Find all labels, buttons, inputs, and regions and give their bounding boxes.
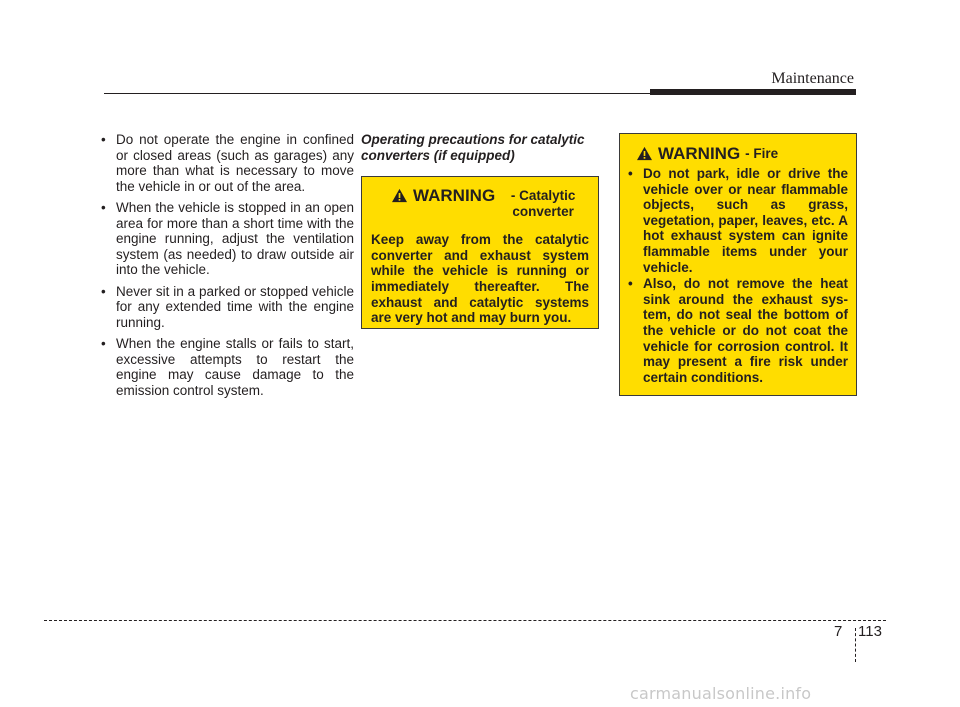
list-item-text: Do not operate the engine in confined or closed areas (such as garages) any more than what is necessary to move the vehicle in or out of the area. bbox=[116, 132, 354, 194]
warning-triangle-icon bbox=[636, 146, 653, 161]
bullet-glyph: • bbox=[101, 335, 106, 351]
warning-subtitle: - Catalytic converter bbox=[510, 188, 576, 219]
watermark: carmanualsonline.info bbox=[630, 684, 812, 703]
warning-box-fire bbox=[619, 133, 857, 396]
footer-divider bbox=[855, 628, 856, 662]
fire-warning-list bbox=[628, 166, 848, 385]
bullet-glyph: • bbox=[101, 283, 106, 299]
list-item bbox=[628, 166, 848, 275]
bullet-glyph: • bbox=[628, 166, 633, 181]
bullet-glyph: • bbox=[628, 276, 633, 292]
list-item-text: When the engine stalls or fails to start, excessive attempts to restart the engine may cause damage to the emission control system. bbox=[116, 335, 354, 398]
list-item bbox=[628, 276, 848, 385]
warning-header bbox=[628, 144, 848, 163]
section-title: Maintenance bbox=[771, 70, 854, 87]
warning-subtitle: - Fire bbox=[745, 146, 779, 161]
warning-label: WARNING bbox=[658, 144, 741, 163]
warning-text: Keep away from the catalytic converter and exhaust system while the vehicle is running or immediately thereafter. The exhaust and catalytic systems are very hot and may burn you. bbox=[371, 232, 589, 326]
catalytic-section-heading: Operating precautions for catalytic converters (if equipped) bbox=[361, 132, 585, 163]
list-item bbox=[99, 200, 354, 278]
header-rule bbox=[104, 93, 650, 94]
precautions-list bbox=[99, 132, 354, 404]
list-item-text: Also, do not remove the heat sink around the exhaust system, do not seal the bottom of the vehicle or do not coat the vehicle for corrosion control. It may present a fire risk under certain conditions. bbox=[643, 276, 848, 385]
bullet-glyph: • bbox=[101, 132, 106, 147]
bullet-glyph: • bbox=[101, 199, 106, 215]
header-rule-accent bbox=[650, 89, 856, 95]
list-item-text: When the vehicle is stopped in an open area for more than a short time with the engine running, adjust the ventilation system (as needed) to draw outside air into the vehicle. bbox=[116, 199, 354, 278]
warning-label: WARNING bbox=[413, 186, 496, 205]
list-item bbox=[99, 132, 354, 194]
chapter-number: 7 bbox=[834, 623, 843, 640]
warning-box-catalytic bbox=[361, 176, 599, 329]
list-item-text: Do not park, idle or drive the vehicle over or near flammable objects, such as grass, vegetation, paper, leaves, etc. A hot exhaust system can ignite flammable items under your vehicle. bbox=[643, 166, 848, 275]
warning-triangle-icon bbox=[391, 188, 408, 203]
page-number: 113 bbox=[858, 623, 882, 640]
list-item-text: Never sit in a parked or stopped vehicle for any extended time with the engine running. bbox=[116, 283, 354, 330]
footer-rule bbox=[44, 620, 886, 621]
warning-header bbox=[371, 186, 589, 219]
list-item bbox=[99, 336, 354, 398]
list-item bbox=[99, 284, 354, 331]
